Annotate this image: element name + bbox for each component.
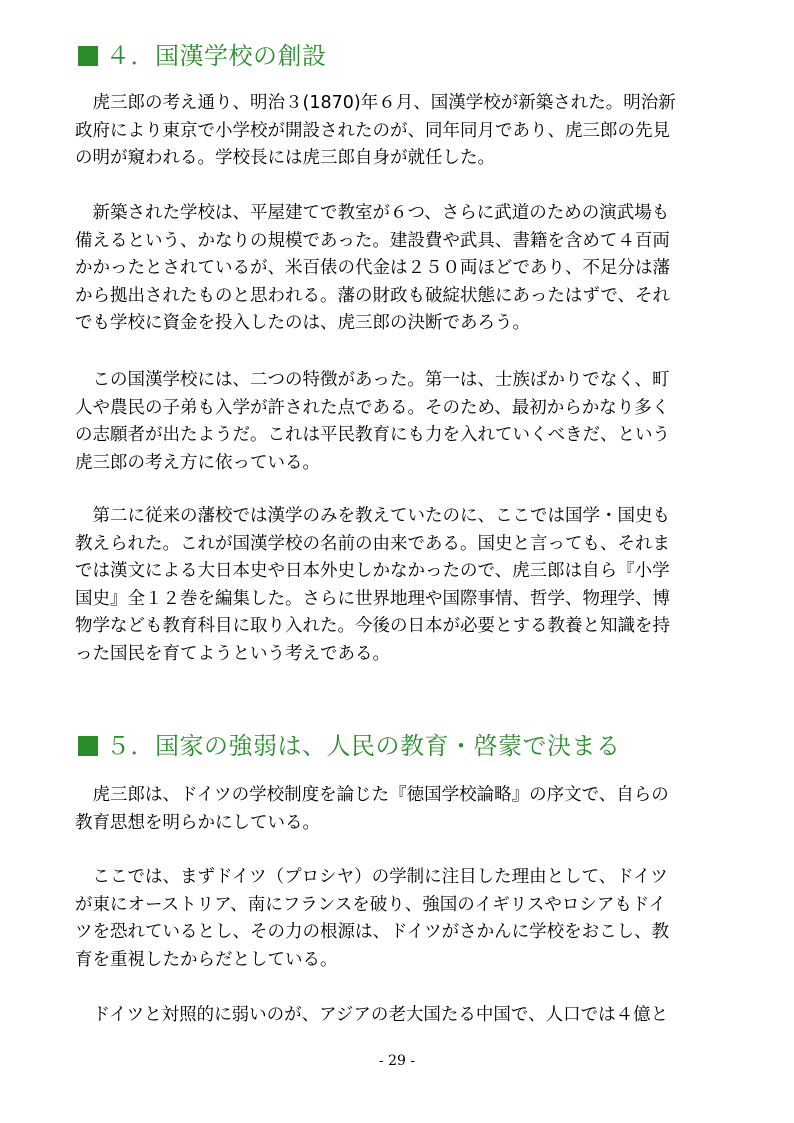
text-line: 虎三郎の考え方に依っている。: [75, 452, 320, 473]
text-line: 新築された学校は、平屋建てで教室が６つ、さらに武道のための演武場も: [75, 203, 670, 223]
paragraph: [75, 90, 718, 173]
text-line: ツを恐れているとし、その力の根源は、ドイツがさかんに学校をおこし、教: [75, 922, 670, 942]
text-line: 教育思想を明らかにしている。: [75, 812, 320, 833]
paragraph: [75, 503, 718, 668]
text-line: った国民を育てようという考えである。: [75, 643, 390, 664]
text-line: でも学校に資金を投入したのは、虎三郎の決断であろう。: [75, 313, 530, 333]
text-line: の明が窺われる。学校長には虎三郎自身が就任した。: [75, 148, 495, 168]
text-line: 育を重視したからだとしている。: [75, 949, 338, 970]
text-line: 国史』全１２巻を編集した。さらに世界地理や国際事情、哲学、物理学、博: [75, 588, 670, 609]
text-line: 政府により東京で小学校が開設されたのが、同年同月であり、虎三郎の先見: [75, 120, 670, 141]
text-line: ドイツと対照的に弱いのが、アジアの老大国たる中国で、人口では４億と: [75, 1005, 669, 1025]
text-line: が東にオーストリア、南にフランスを破り、強国のイギリスやロシアもドイ: [75, 894, 666, 915]
paragraph: [75, 367, 718, 477]
text-line: では漢文による大日本史や日本外史しかなかったので、虎三郎は自ら『小学: [75, 561, 670, 581]
green-square-marker-icon: [78, 46, 98, 66]
section-heading-5: [78, 726, 621, 761]
text-line: 虎三郎は、ドイツの学校制度を論じた『徳国学校論略』の序文で、自らの: [75, 785, 669, 805]
text-line: 人や農民の子弟も入学が許された点である。そのため、最初からかなり多く: [75, 397, 670, 418]
text-line: 教えられた。これが国漢学校の名前の由来である。国史と言っても、それま: [75, 533, 670, 554]
page-number: - 29 -: [378, 1053, 416, 1069]
text-line: 第二に従来の藩校では漢学のみを教えていたのに、ここでは国学・国史も: [75, 506, 670, 526]
green-square-marker-icon: [78, 736, 98, 756]
paragraph: [75, 864, 718, 974]
text-line: 物学なども教育科目に取り入れた。今後の日本が必要とする教養と知識を持: [75, 616, 670, 636]
section-title: ５．国家の強弱は、人民の教育・啓蒙で決まる: [106, 732, 621, 760]
text-line: 備えるという、かなりの規模であった。建設費や武具、書籍を含めて４百両: [75, 230, 670, 251]
text-line: 虎三郎の考え通り、明治３(1870)年６月、国漢学校が新築された。明治新: [75, 93, 676, 113]
text-line: この国漢学校には、二つの特徴があった。第一は、士族ばかりでなく、町: [75, 370, 670, 390]
paragraph: [75, 782, 718, 837]
text-line: から拠出されたものと思われる。藩の財政も破綻状態にあったはずで、それ: [75, 285, 670, 306]
text-line: の志願者が出たようだ。これは平民教育にも力を入れていくべきだ、という: [75, 425, 670, 445]
text-line: かかったとされているが、米百俵の代金は２５０両ほどであり、不足分は藩: [75, 258, 670, 278]
text-line: ここでは、まずドイツ（プロシヤ）の学制に注目した理由として、ドイツ: [75, 867, 668, 887]
section-heading-4: [78, 36, 327, 71]
section-title: ４．国漢学校の創設: [106, 42, 327, 70]
paragraph: [75, 200, 718, 338]
paragraph: [75, 1002, 718, 1030]
